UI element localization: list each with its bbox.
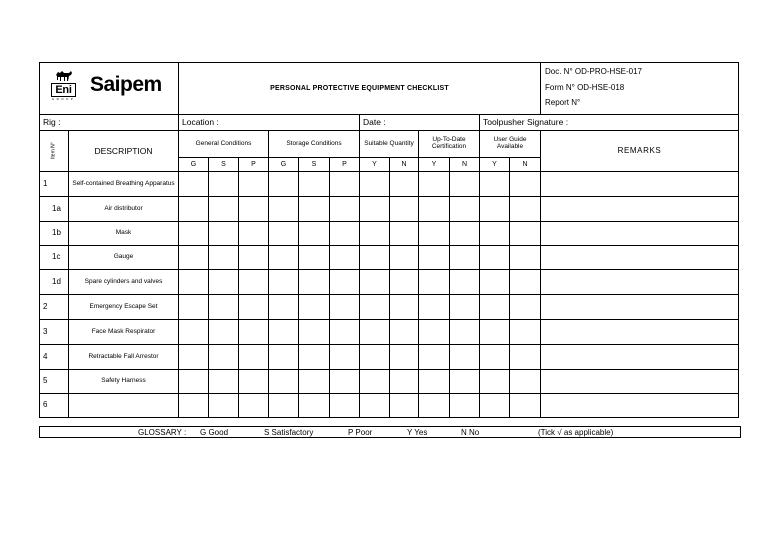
item-description: Retractable Fall Arrestor <box>69 345 179 370</box>
certification-yes-checkbox[interactable] <box>419 345 450 370</box>
certification-no-checkbox[interactable] <box>450 246 480 270</box>
item-description: Air distributor <box>69 197 179 222</box>
guide-no-checkbox[interactable] <box>510 345 541 370</box>
general-conditions-header: General Conditions <box>179 131 269 158</box>
storage-satisfactory-checkbox[interactable] <box>299 172 330 197</box>
remarks-cell[interactable] <box>541 394 739 418</box>
description-header: DESCRIPTION <box>69 131 179 172</box>
storage-poor-checkbox[interactable] <box>330 222 360 246</box>
storage-satisfactory-header: S <box>299 158 330 172</box>
storage-poor-checkbox[interactable] <box>330 370 360 394</box>
remarks-cell[interactable] <box>541 270 739 295</box>
item-number: 5 <box>40 370 69 394</box>
guide-yes-checkbox[interactable] <box>480 197 510 222</box>
certification-yes-checkbox[interactable] <box>419 320 450 345</box>
guide-no-checkbox[interactable] <box>510 370 541 394</box>
storage-good-checkbox[interactable] <box>269 320 299 345</box>
general-satisfactory-header: S <box>209 158 239 172</box>
guide-yes-checkbox[interactable] <box>480 394 510 418</box>
quantity-yes-checkbox[interactable] <box>360 197 390 222</box>
glossary-no: N No <box>461 428 480 437</box>
glossary-tick-note: (Tick √ as applicable) <box>538 428 614 437</box>
general-good-checkbox[interactable] <box>179 246 209 270</box>
storage-good-checkbox[interactable] <box>269 295 299 320</box>
storage-poor-checkbox[interactable] <box>330 295 360 320</box>
certification-yes-checkbox[interactable] <box>419 270 450 295</box>
quantity-no-checkbox[interactable] <box>390 172 419 197</box>
quantity-yes-header: Y <box>360 158 390 172</box>
quantity-yes-checkbox[interactable] <box>360 222 390 246</box>
item-no-header: Item N° <box>40 131 69 172</box>
storage-good-checkbox[interactable] <box>269 172 299 197</box>
storage-satisfactory-checkbox[interactable] <box>299 320 330 345</box>
table-row <box>40 320 739 345</box>
document-info <box>541 63 739 115</box>
certification-no-checkbox[interactable] <box>450 295 480 320</box>
quantity-yes-checkbox[interactable] <box>360 345 390 370</box>
general-good-checkbox[interactable] <box>179 172 209 197</box>
six-legged-dog-icon <box>55 69 73 82</box>
certification-yes-checkbox[interactable] <box>419 370 450 394</box>
general-poor-checkbox[interactable] <box>239 320 269 345</box>
certification-yes-checkbox[interactable] <box>419 197 450 222</box>
general-good-checkbox[interactable] <box>179 345 209 370</box>
storage-satisfactory-checkbox[interactable] <box>299 222 330 246</box>
certification-header: Up-To-Date Certification <box>419 131 480 158</box>
item-number: 3 <box>40 320 69 345</box>
storage-good-checkbox[interactable] <box>269 345 299 370</box>
quantity-yes-checkbox[interactable] <box>360 295 390 320</box>
logo-block <box>40 63 179 115</box>
eni-wordmark: Eni <box>51 83 76 97</box>
remarks-cell[interactable] <box>541 320 739 345</box>
guide-yes-checkbox[interactable] <box>480 246 510 270</box>
guide-no-checkbox[interactable] <box>510 295 541 320</box>
guide-no-checkbox[interactable] <box>510 394 541 418</box>
form-title: PERSONAL PROTECTIVE EQUIPMENT CHECKLIST <box>179 63 541 115</box>
item-number: 1 <box>40 172 69 197</box>
guide-no-checkbox[interactable] <box>510 320 541 345</box>
form-number: Form N° OD-HSE-018 <box>545 82 625 92</box>
storage-poor-checkbox[interactable] <box>330 320 360 345</box>
general-satisfactory-checkbox[interactable] <box>209 320 239 345</box>
glossary-poor: P Poor <box>348 428 373 437</box>
item-description: Mask <box>69 222 179 246</box>
storage-poor-checkbox[interactable] <box>330 345 360 370</box>
general-poor-checkbox[interactable] <box>239 270 269 295</box>
guide-no-checkbox[interactable] <box>510 197 541 222</box>
storage-satisfactory-checkbox[interactable] <box>299 345 330 370</box>
certification-yes-checkbox[interactable] <box>419 222 450 246</box>
eni-group-label: GROUP <box>51 97 76 101</box>
remarks-cell[interactable] <box>541 246 739 270</box>
glossary-yes: Y Yes <box>407 428 428 437</box>
guide-yes-header: Y <box>480 158 510 172</box>
quantity-no-checkbox[interactable] <box>390 320 419 345</box>
quantity-yes-checkbox[interactable] <box>360 270 390 295</box>
guide-no-checkbox[interactable] <box>510 246 541 270</box>
general-poor-checkbox[interactable] <box>239 246 269 270</box>
checklist-table <box>39 62 739 418</box>
certification-yes-checkbox[interactable] <box>419 246 450 270</box>
quantity-yes-checkbox[interactable] <box>360 320 390 345</box>
doc-number: Doc. N° OD-PRO-HSE-017 <box>545 67 642 76</box>
general-satisfactory-checkbox[interactable] <box>209 246 239 270</box>
quantity-yes-checkbox[interactable] <box>360 370 390 394</box>
general-satisfactory-checkbox[interactable] <box>209 270 239 295</box>
guide-no-checkbox[interactable] <box>510 172 541 197</box>
general-poor-checkbox[interactable] <box>239 295 269 320</box>
quantity-no-checkbox[interactable] <box>390 270 419 295</box>
general-good-header: G <box>179 158 209 172</box>
guide-yes-checkbox[interactable] <box>480 295 510 320</box>
quantity-no-checkbox[interactable] <box>390 246 419 270</box>
storage-good-checkbox[interactable] <box>269 270 299 295</box>
guide-yes-checkbox[interactable] <box>480 320 510 345</box>
general-poor-checkbox[interactable] <box>239 394 269 418</box>
general-poor-checkbox[interactable] <box>239 345 269 370</box>
storage-satisfactory-checkbox[interactable] <box>299 394 330 418</box>
storage-satisfactory-checkbox[interactable] <box>299 246 330 270</box>
certification-yes-checkbox[interactable] <box>419 394 450 418</box>
storage-poor-checkbox[interactable] <box>330 246 360 270</box>
general-satisfactory-checkbox[interactable] <box>209 295 239 320</box>
glossary <box>39 426 741 438</box>
glossary-label: GLOSSARY : <box>138 428 187 437</box>
storage-poor-checkbox[interactable] <box>330 172 360 197</box>
toolpusher-signature-field[interactable]: Toolpusher Signature : <box>480 115 739 131</box>
storage-poor-checkbox[interactable] <box>330 394 360 418</box>
item-description: Emergency Escape Set <box>69 295 179 320</box>
table-row <box>40 197 739 222</box>
table-row <box>40 345 739 370</box>
suitable-quantity-header: Suitable Quantity <box>360 131 419 158</box>
quantity-yes-checkbox[interactable] <box>360 394 390 418</box>
quantity-yes-checkbox[interactable] <box>360 172 390 197</box>
item-description: Self-contained Breathing Apparatus <box>69 172 179 197</box>
general-good-checkbox[interactable] <box>179 320 209 345</box>
saipem-logo: Saipem <box>90 73 162 96</box>
checklist-rows <box>40 172 739 418</box>
storage-satisfactory-checkbox[interactable] <box>299 370 330 394</box>
item-number: 1b <box>40 222 69 246</box>
general-good-checkbox[interactable] <box>179 394 209 418</box>
location-field[interactable]: Location : <box>179 115 360 131</box>
remarks-cell[interactable] <box>541 370 739 394</box>
item-number: 4 <box>40 345 69 370</box>
storage-satisfactory-checkbox[interactable] <box>299 295 330 320</box>
user-guide-header: User Guide Available <box>480 131 541 158</box>
table-row <box>40 222 739 246</box>
guide-yes-checkbox[interactable] <box>480 270 510 295</box>
glossary-good: G Good <box>200 428 229 437</box>
general-poor-header: P <box>239 158 269 172</box>
certification-no-header: N <box>450 158 480 172</box>
table-row <box>40 246 739 270</box>
certification-no-checkbox[interactable] <box>450 270 480 295</box>
eni-logo <box>51 69 76 101</box>
table-row <box>40 172 739 197</box>
report-number[interactable]: Report N° <box>545 98 581 107</box>
date-field[interactable]: Date : <box>360 115 480 131</box>
table-row <box>40 270 739 295</box>
general-satisfactory-checkbox[interactable] <box>209 222 239 246</box>
general-good-checkbox[interactable] <box>179 370 209 394</box>
storage-satisfactory-checkbox[interactable] <box>299 197 330 222</box>
certification-no-checkbox[interactable] <box>450 394 480 418</box>
item-number: 1d <box>40 270 69 295</box>
quantity-no-checkbox[interactable] <box>390 197 419 222</box>
quantity-no-header: N <box>390 158 419 172</box>
guide-yes-checkbox[interactable] <box>480 370 510 394</box>
storage-good-checkbox[interactable] <box>269 197 299 222</box>
certification-no-checkbox[interactable] <box>450 345 480 370</box>
storage-conditions-header: Storage Conditions <box>269 131 360 158</box>
storage-poor-checkbox[interactable] <box>330 270 360 295</box>
certification-no-checkbox[interactable] <box>450 320 480 345</box>
storage-good-checkbox[interactable] <box>269 370 299 394</box>
item-number: 1a <box>40 197 69 222</box>
certification-yes-header: Y <box>419 158 450 172</box>
guide-no-checkbox[interactable] <box>510 222 541 246</box>
general-satisfactory-checkbox[interactable] <box>209 394 239 418</box>
guide-yes-checkbox[interactable] <box>480 172 510 197</box>
general-poor-checkbox[interactable] <box>239 222 269 246</box>
table-row <box>40 394 739 418</box>
general-good-checkbox[interactable] <box>179 270 209 295</box>
remarks-cell[interactable] <box>541 222 739 246</box>
guide-no-header: N <box>510 158 541 172</box>
quantity-no-checkbox[interactable] <box>390 345 419 370</box>
rig-field[interactable]: Rig : <box>40 115 179 131</box>
remarks-cell[interactable] <box>541 172 739 197</box>
storage-poor-checkbox[interactable] <box>330 197 360 222</box>
certification-no-checkbox[interactable] <box>450 197 480 222</box>
certification-yes-checkbox[interactable] <box>419 172 450 197</box>
quantity-no-checkbox[interactable] <box>390 295 419 320</box>
item-description: Spare cylinders and valves <box>69 270 179 295</box>
certification-no-checkbox[interactable] <box>450 172 480 197</box>
guide-no-checkbox[interactable] <box>510 270 541 295</box>
guide-yes-checkbox[interactable] <box>480 345 510 370</box>
storage-satisfactory-checkbox[interactable] <box>299 270 330 295</box>
item-description[interactable] <box>69 394 179 418</box>
storage-good-checkbox[interactable] <box>269 246 299 270</box>
remarks-cell[interactable] <box>541 295 739 320</box>
storage-good-header: G <box>269 158 299 172</box>
item-number: 1c <box>40 246 69 270</box>
certification-no-checkbox[interactable] <box>450 370 480 394</box>
general-satisfactory-checkbox[interactable] <box>209 345 239 370</box>
checklist-form <box>39 62 739 418</box>
general-satisfactory-checkbox[interactable] <box>209 197 239 222</box>
general-good-checkbox[interactable] <box>179 197 209 222</box>
item-description: Safety Harness <box>69 370 179 394</box>
remarks-cell[interactable] <box>541 197 739 222</box>
storage-poor-header: P <box>330 158 360 172</box>
quantity-no-checkbox[interactable] <box>390 394 419 418</box>
remarks-cell[interactable] <box>541 345 739 370</box>
remarks-header: REMARKS <box>541 131 739 172</box>
general-satisfactory-checkbox[interactable] <box>209 370 239 394</box>
general-satisfactory-checkbox[interactable] <box>209 172 239 197</box>
general-poor-checkbox[interactable] <box>239 370 269 394</box>
general-good-checkbox[interactable] <box>179 295 209 320</box>
item-description: Face Mask Respirator <box>69 320 179 345</box>
table-row <box>40 370 739 394</box>
general-good-checkbox[interactable] <box>179 222 209 246</box>
guide-yes-checkbox[interactable] <box>480 222 510 246</box>
general-poor-checkbox[interactable] <box>239 197 269 222</box>
glossary-satisfactory: S Satisfactory <box>264 428 314 437</box>
quantity-no-checkbox[interactable] <box>390 370 419 394</box>
item-description: Gauge <box>69 246 179 270</box>
certification-no-checkbox[interactable] <box>450 222 480 246</box>
general-poor-checkbox[interactable] <box>239 172 269 197</box>
item-number: 6 <box>40 394 69 418</box>
storage-good-checkbox[interactable] <box>269 222 299 246</box>
quantity-no-checkbox[interactable] <box>390 222 419 246</box>
storage-good-checkbox[interactable] <box>269 394 299 418</box>
certification-yes-checkbox[interactable] <box>419 295 450 320</box>
quantity-yes-checkbox[interactable] <box>360 246 390 270</box>
item-number: 2 <box>40 295 69 320</box>
table-row <box>40 295 739 320</box>
